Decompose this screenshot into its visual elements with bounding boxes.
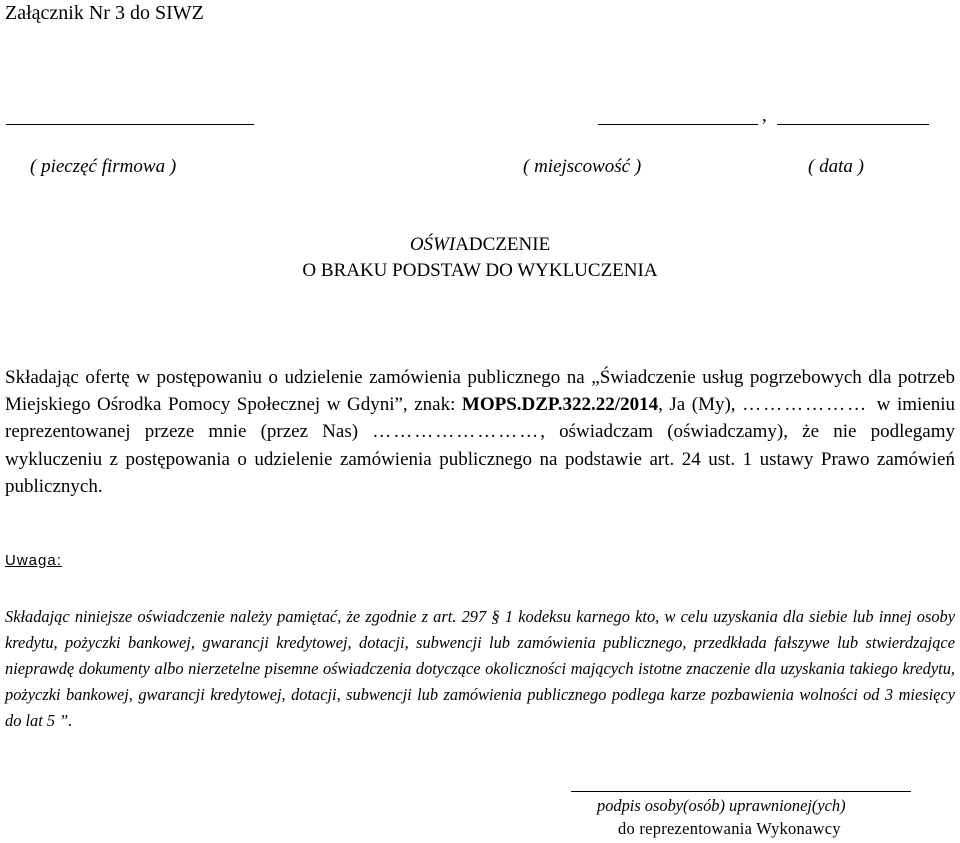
signature-sublabel: do reprezentowania Wykonawcy [618, 819, 841, 838]
date-label: ( data ) [808, 156, 864, 177]
place-label: ( miejscowość ) [523, 156, 642, 177]
stamp-label: ( pieczęć firmowa ) [30, 156, 177, 177]
note-heading: Uwaga: [5, 552, 62, 569]
note-paragraph [5, 604, 955, 734]
entity-placeholder-dots: …………………… [372, 421, 541, 443]
declaration-part-2: , Ja (My), [658, 394, 743, 416]
reference-number: MOPS.DZP.322.22/2014 [461, 394, 659, 416]
date-line [777, 124, 929, 125]
place-line [598, 124, 758, 125]
annex-label: Załącznik Nr 3 do SIWZ [5, 2, 204, 24]
title-rest-part: ADCZENIE [455, 234, 551, 255]
signature-line [571, 791, 911, 792]
declaration-part-4: , oświadczam (oświadczamy), że nie podlegamy wykluczeniu z postępowania o udzielenie zamówienia publicznego na podstawie art. 24 ust. 1 ustawy Prawo zamówień publicznych. [5, 421, 955, 497]
declaration-paragraph [5, 364, 955, 500]
note-text: Składając niniejsze oświadczenie należy pamiętać, że zgodnie z art. 297 § 1 kodeksu karnego kto, w celu uzyskania dla siebie lub innej osoby kredytu, pożyczki bankowej, gwarancji kredytowej, dotacji, subwencji lub zamówienia publicznego, przedkłada fałszywe lub stwierdzające nieprawdę dokumenty albo nierzetelne pisemne oświadczenia dotyczące okoliczności mających istotne znaczenie dla uzyskania takiego kredytu, pożyczki bankowej, gwarancji kredytowej, dotacji, subwencji lub zamówienia publicznego podlega karze pozbawienia wolności od 3 miesięcy do lat 5 ”. [5, 607, 955, 730]
title-line-1 [0, 231, 960, 259]
signature-label: podpis osoby(osób) uprawnionej(ych) [597, 796, 846, 815]
stamp-line [6, 124, 254, 125]
declaration-part-3: w imieniu reprezentowanej przeze mnie (przez Nas) [5, 394, 955, 443]
title-italic-part: OŚWI [409, 234, 456, 255]
place-date-comma: , [762, 105, 767, 126]
name-placeholder-dots: ……………… [742, 394, 877, 416]
title-line-2: O BRAKU PODSTAW DO WYKLUCZENIA [302, 260, 658, 281]
declaration-part-1: Składając ofertę w postępowaniu o udzielenie zamówienia publicznego na „Świadczenie usług pogrzebowych dla potrzeb Miejskiego Ośrodka Pomocy Społecznej w Gdyni”, znak: [5, 367, 955, 416]
